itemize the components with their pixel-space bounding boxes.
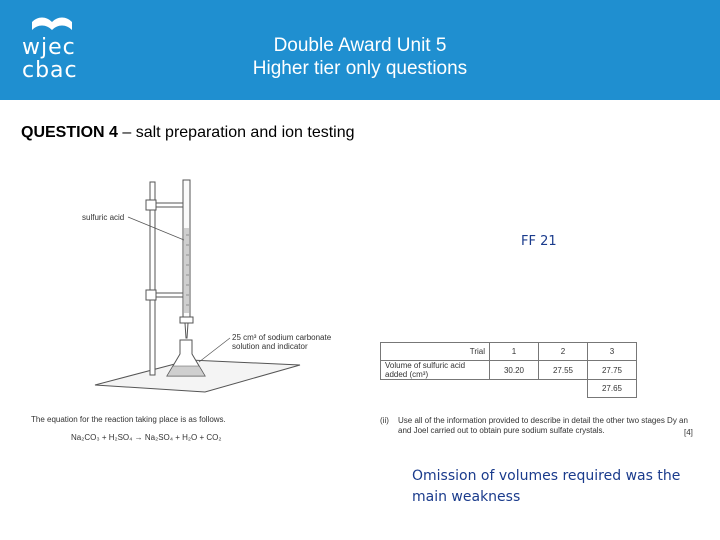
ff-reference: FF 21 — [521, 234, 557, 249]
table-row — [381, 361, 637, 380]
table-row — [381, 380, 637, 398]
table-cell-empty — [381, 380, 490, 398]
table-header-trial: Trial — [381, 343, 490, 361]
equation-intro: The equation for the reaction taking place is as follows. — [31, 415, 226, 424]
table-cell: 2 — [539, 343, 588, 361]
table-cell-empty — [490, 380, 539, 398]
logo-wordmark-bottom: cbac — [22, 58, 78, 83]
table-cell: 27.65 — [588, 380, 637, 398]
chemical-equation: Na₂CO₃ + H₂SO₄ → Na₂SO₄ + H₂O + CO₂ — [71, 433, 222, 442]
table-cell-empty — [539, 380, 588, 398]
slide-title-line2: Higher tier only questions — [252, 58, 468, 79]
table-header-volume: Volume of sulfuric acid added (cm³) — [381, 361, 490, 380]
table-cell-rough: 30.20 — [490, 361, 539, 380]
examiner-note: Omission of volumes required was the main weakness — [412, 468, 681, 505]
header-banner — [0, 0, 720, 100]
table-cell: 27.55 — [539, 361, 588, 380]
table-cell: 3 — [588, 343, 637, 361]
sulfuric-acid-label: sulfuric acid — [82, 213, 125, 222]
question-heading — [21, 124, 355, 142]
question-title: – salt preparation and ion testing — [117, 124, 355, 141]
question-number: QUESTION 4 — [21, 124, 118, 141]
sodium-carbonate-label: 25 cm³ of sodium carbonate solution and indicator — [232, 333, 332, 351]
table-cell: 27.75 — [588, 361, 637, 380]
part-ii-marks: [4] — [684, 428, 693, 437]
part-ii-text: Use all of the information provided to describe in detail the other two stages Dy an and Joel carried out to obtain pure sodium sulfate crystals. — [398, 416, 688, 435]
logo-wordmark-top: wjec — [22, 35, 76, 60]
slide-title — [200, 34, 520, 80]
table-row — [381, 343, 637, 361]
trial-table — [380, 342, 637, 398]
slide-title-line1: Double Award Unit 5 — [273, 35, 447, 56]
part-ii-number: (ii) — [380, 416, 389, 425]
table-cell: 1 — [490, 343, 539, 361]
